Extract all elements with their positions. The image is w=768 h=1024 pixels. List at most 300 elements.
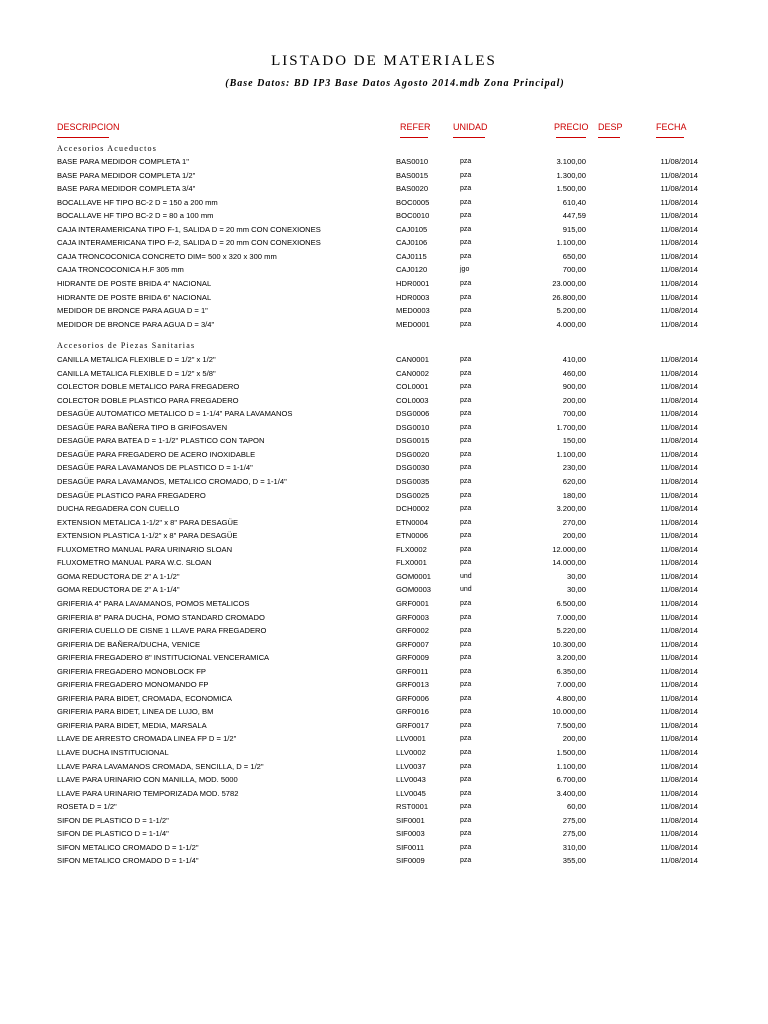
material-date: 11/08/2014 — [660, 653, 698, 663]
material-reference: MED0003 — [396, 306, 430, 316]
material-description: HIDRANTE DE POSTE BRIDA 4" NACIONAL — [57, 278, 212, 288]
table-row — [0, 705, 768, 718]
material-description: BOCALLAVE HF TIPO BC-2 D = 150 a 200 mm — [57, 197, 218, 207]
material-date: 11/08/2014 — [660, 211, 698, 221]
material-unit: pza — [460, 721, 472, 729]
material-reference: GOM0001 — [396, 571, 432, 581]
material-price: 180,00 — [562, 490, 586, 500]
material-price: 4.800,00 — [556, 693, 586, 703]
material-unit: pza — [460, 320, 472, 328]
material-price: 200,00 — [562, 395, 586, 405]
material-description: DESAGÜE PARA FREGADERO DE ACERO INOXIDABLE — [57, 449, 256, 459]
material-price: 915,00 — [562, 224, 586, 234]
material-reference: RST0001 — [396, 802, 429, 812]
material-date: 11/08/2014 — [660, 761, 698, 771]
material-description: GRIFERIA CUELLO DE CISNE 1 LLAVE PARA FREGADERO — [57, 626, 267, 635]
material-description: HIDRANTE DE POSTE BRIDA 6" NACIONAL — [57, 292, 212, 302]
material-date: 11/08/2014 — [660, 251, 698, 261]
material-reference: GRF0009 — [396, 653, 429, 663]
material-price: 6.700,00 — [556, 775, 586, 784]
table-row — [0, 597, 768, 610]
table-row — [0, 787, 768, 800]
material-description: SIFON METALICO CROMADO D = 1-1/2" — [57, 842, 199, 852]
table-row — [0, 746, 768, 759]
material-reference: CAJ0120 — [396, 265, 428, 275]
header-underline — [400, 137, 428, 138]
material-reference: FLX0002 — [396, 544, 427, 554]
material-unit: pza — [460, 212, 472, 220]
material-description: BOCALLAVE HF TIPO BC-2 D = 80 a 100 mm — [57, 211, 214, 221]
table-row — [0, 665, 768, 678]
material-date: 11/08/2014 — [660, 748, 698, 757]
material-description: BASE PARA MEDIDOR COMPLETA 3/4" — [57, 184, 196, 194]
table-row — [0, 543, 768, 556]
table-row — [0, 434, 768, 447]
material-unit: pza — [460, 369, 472, 377]
material-reference: GRF0013 — [396, 680, 429, 690]
material-price: 410,00 — [562, 355, 586, 364]
material-unit: und — [460, 572, 472, 580]
table-row — [0, 760, 768, 773]
material-unit: pza — [460, 627, 472, 634]
table-row — [0, 502, 768, 515]
material-unit: pza — [460, 667, 472, 675]
material-reference: MED0001 — [396, 319, 430, 329]
material-description: COLECTOR DOBLE PLASTICO PARA FREGADERO — [57, 395, 239, 405]
material-date: 11/08/2014 — [660, 829, 698, 839]
material-date: 11/08/2014 — [660, 544, 698, 554]
material-date: 11/08/2014 — [660, 734, 698, 744]
material-unit: pza — [460, 749, 472, 756]
material-reference: BOC0005 — [396, 197, 430, 207]
material-description: GRIFERIA FREGADERO MONOMANDO FP — [57, 680, 209, 690]
material-date: 11/08/2014 — [660, 585, 698, 595]
column-header-label: FECHA — [656, 122, 687, 132]
material-price: 1.500,00 — [556, 748, 586, 757]
header-underline — [57, 137, 109, 138]
material-unit: pza — [460, 843, 472, 851]
section-heading: Accesorios de Piezas Sanitarias — [57, 341, 196, 350]
material-date: 11/08/2014 — [660, 842, 698, 852]
material-date: 11/08/2014 — [660, 598, 698, 608]
material-reference: COL0003 — [396, 395, 429, 405]
material-price: 7.500,00 — [556, 720, 586, 730]
material-unit: pza — [460, 505, 472, 513]
material-unit: pza — [460, 654, 472, 662]
material-unit: pza — [460, 803, 472, 811]
material-unit: pza — [460, 491, 472, 499]
material-date: 11/08/2014 — [660, 409, 698, 419]
material-unit: pza — [460, 356, 472, 363]
material-unit: pza — [460, 410, 472, 418]
material-price: 900,00 — [562, 382, 586, 392]
material-price: 3.400,00 — [556, 788, 586, 798]
material-price: 270,00 — [562, 517, 586, 527]
table-row — [0, 570, 768, 583]
column-header-label: PRECIO — [554, 122, 589, 132]
table-row — [0, 223, 768, 236]
material-unit: pza — [460, 694, 472, 702]
material-description: DESAGÜE PARA LAVAMANOS, METALICO CROMADO, D = 1-1/4" — [57, 476, 287, 486]
material-price: 355,00 — [562, 856, 586, 866]
material-price: 1.300,00 — [556, 170, 586, 180]
material-price: 200,00 — [562, 734, 586, 744]
material-date: 11/08/2014 — [660, 265, 698, 275]
table-row — [0, 196, 768, 209]
material-description: MEDIDOR DE BRONCE PARA AGUA D = 3/4" — [57, 319, 215, 329]
material-price: 60,00 — [566, 802, 586, 812]
material-date: 11/08/2014 — [660, 531, 698, 541]
material-price: 12.000,00 — [552, 544, 586, 554]
material-reference: CAN0002 — [396, 368, 429, 378]
material-date: 11/08/2014 — [660, 422, 698, 432]
material-date: 11/08/2014 — [660, 612, 698, 622]
table-row — [0, 841, 768, 854]
material-reference: GRF0007 — [396, 639, 429, 649]
table-row — [0, 800, 768, 813]
material-description: SIFON METALICO CROMADO D = 1-1/4" — [57, 856, 199, 866]
header-underline — [453, 137, 485, 138]
material-price: 275,00 — [562, 815, 586, 825]
material-unit: pza — [460, 816, 472, 824]
material-description: GRIFERIA 4" PARA LAVAMANOS, POMOS METALICOS — [57, 598, 250, 608]
material-unit: pza — [460, 423, 472, 431]
material-date: 11/08/2014 — [660, 720, 698, 730]
material-description: CANILLA METALICA FLEXIBLE D = 1/2" x 5/8" — [57, 368, 216, 378]
material-date: 11/08/2014 — [660, 571, 698, 581]
material-reference: ETN0004 — [396, 517, 429, 527]
material-price: 3.200,00 — [556, 504, 586, 514]
material-reference: COL0001 — [396, 382, 429, 392]
material-unit: pza — [460, 225, 472, 233]
material-reference: HDR0001 — [396, 278, 430, 288]
material-date: 11/08/2014 — [660, 368, 698, 378]
material-price: 4.000,00 — [556, 319, 586, 329]
material-price: 200,00 — [562, 531, 586, 541]
material-date: 11/08/2014 — [660, 693, 698, 703]
material-unit: pza — [460, 437, 472, 445]
column-header-unidad — [453, 122, 488, 132]
table-row — [0, 318, 768, 331]
material-date: 11/08/2014 — [660, 170, 698, 180]
material-reference: LLV0002 — [396, 748, 426, 757]
table-row — [0, 461, 768, 474]
material-reference: LLV0001 — [396, 734, 426, 744]
table-row — [0, 421, 768, 434]
material-unit: pza — [460, 307, 472, 315]
material-reference: GRF0003 — [396, 612, 429, 622]
material-unit: pza — [460, 613, 472, 621]
material-description: CAJA TRONCOCONICA CONCRETO DIM= 500 x 320 x 300 mm — [57, 251, 277, 261]
material-description: DESAGÜE PLASTICO PARA FREGADERO — [57, 490, 206, 500]
material-date: 11/08/2014 — [660, 626, 698, 635]
material-reference: LLV0043 — [396, 775, 426, 784]
table-row — [0, 678, 768, 691]
material-date: 11/08/2014 — [660, 788, 698, 798]
material-description: FLUXOMETRO MANUAL PARA URINARIO SLOAN — [57, 544, 233, 554]
material-unit: pza — [460, 532, 472, 540]
material-unit: pza — [460, 252, 472, 260]
column-header-refer — [400, 122, 431, 132]
material-reference: BAS0020 — [396, 184, 429, 194]
material-price: 14.000,00 — [552, 558, 586, 568]
material-date: 11/08/2014 — [660, 382, 698, 392]
table-row — [0, 155, 768, 168]
header-underline — [556, 137, 586, 138]
material-date: 11/08/2014 — [660, 856, 698, 866]
material-description: LLAVE PARA URINARIO TEMPORIZADA MOD. 5782 — [57, 788, 239, 798]
material-unit: pza — [460, 477, 472, 485]
column-header-fecha — [656, 122, 687, 132]
material-reference: CAJ0115 — [396, 251, 427, 261]
material-reference: BAS0010 — [396, 157, 429, 166]
material-price: 700,00 — [562, 265, 586, 275]
material-description: GOMA REDUCTORA DE 2" A 1-1/2" — [57, 571, 180, 581]
material-date: 11/08/2014 — [660, 639, 698, 649]
column-header-descripcion — [57, 122, 120, 132]
table-row — [0, 556, 768, 569]
material-unit: pza — [460, 171, 472, 179]
material-price: 6.350,00 — [556, 666, 586, 676]
material-description: CAJA TRONCOCONICA H.F 305 mm — [57, 265, 184, 275]
page-title: LISTADO DE MATERIALES — [271, 53, 497, 69]
material-unit: pza — [460, 735, 472, 743]
table-row — [0, 529, 768, 542]
material-reference: LLV0045 — [396, 788, 426, 798]
material-reference: DCH0002 — [396, 504, 430, 514]
material-reference: CAJ0105 — [396, 224, 428, 234]
table-row — [0, 209, 768, 222]
material-unit: pza — [460, 518, 472, 526]
material-price: 23.000,00 — [552, 278, 586, 288]
table-row — [0, 304, 768, 317]
material-reference: GRF0002 — [396, 626, 429, 635]
material-description: DESAGÜE PARA LAVAMANOS DE PLASTICO D = 1-1/4" — [57, 463, 253, 473]
material-unit: pza — [460, 559, 472, 567]
material-reference: DSG0035 — [396, 476, 430, 486]
table-row — [0, 827, 768, 840]
material-description: CANILLA METALICA FLEXIBLE D = 1/2" x 1/2" — [57, 355, 216, 364]
material-reference: DSG0030 — [396, 463, 430, 473]
material-date: 11/08/2014 — [660, 436, 698, 446]
material-description: DESAGÜE AUTOMATICO METALICO D = 1-1/4" PARA LAVAMANOS — [57, 409, 293, 419]
material-date: 11/08/2014 — [660, 707, 698, 717]
section-heading: Accesorios Acueductos — [57, 144, 158, 153]
material-description: DESAGÜE PARA BATEA D = 1-1/2" PLASTICO CON TAPON — [57, 436, 265, 446]
table-row — [0, 732, 768, 745]
material-reference: GRF0001 — [396, 598, 429, 608]
material-unit: pza — [460, 293, 472, 301]
table-row — [0, 516, 768, 529]
material-price: 1.100,00 — [556, 238, 586, 248]
table-row — [0, 169, 768, 182]
material-description: GRIFERIA DE BAÑERA/DUCHA, VENICE — [57, 639, 201, 649]
table-row — [0, 854, 768, 867]
material-reference: DSG0006 — [396, 409, 430, 419]
table-row — [0, 489, 768, 502]
material-description: GRIFERIA PARA BIDET, LINEA DE LUJO, BM — [57, 707, 214, 717]
material-date: 11/08/2014 — [660, 666, 698, 676]
material-price: 6.500,00 — [556, 598, 586, 608]
material-price: 10.300,00 — [552, 639, 586, 649]
material-date: 11/08/2014 — [660, 238, 698, 248]
table-row — [0, 638, 768, 651]
material-description: BASE PARA MEDIDOR COMPLETA 1/2" — [57, 170, 196, 180]
material-price: 5.200,00 — [556, 306, 586, 316]
table-row — [0, 407, 768, 420]
material-reference: GOM0003 — [396, 585, 432, 595]
table-row — [0, 448, 768, 461]
header-underline — [598, 137, 620, 138]
material-price: 7.000,00 — [556, 680, 586, 690]
table-row — [0, 277, 768, 290]
table-row — [0, 367, 768, 380]
material-description: SIFON DE PLASTICO D = 1-1/4" — [57, 829, 169, 839]
material-description: EXTENSION METALICA 1-1/2" x 8" PARA DESAGÜE — [57, 517, 239, 527]
material-price: 3.100,00 — [556, 157, 586, 166]
table-row — [0, 475, 768, 488]
table-row — [0, 624, 768, 637]
material-price: 700,00 — [562, 409, 586, 419]
material-date: 11/08/2014 — [660, 680, 698, 690]
material-description: GRIFERIA PARA BIDET, CROMADA, ECONOMICA — [57, 693, 232, 703]
material-unit: pza — [460, 239, 472, 247]
material-price: 5.220,00 — [556, 626, 586, 635]
material-reference: CAN0001 — [396, 355, 429, 364]
material-description: LLAVE DE ARRESTO CROMADA LINEA FP D = 1/2" — [57, 734, 237, 744]
material-price: 1.100,00 — [556, 761, 586, 771]
header-underline — [656, 137, 684, 138]
material-unit: pza — [460, 857, 472, 865]
material-price: 650,00 — [562, 251, 586, 261]
material-price: 1.500,00 — [556, 184, 586, 194]
table-row — [0, 182, 768, 195]
material-price: 30,00 — [566, 571, 586, 581]
material-reference: GRF0011 — [396, 666, 429, 676]
material-price: 230,00 — [562, 463, 586, 473]
material-reference: LLV0037 — [396, 761, 426, 771]
material-unit: pza — [460, 776, 472, 783]
material-price: 30,00 — [566, 585, 586, 595]
material-date: 11/08/2014 — [660, 449, 698, 459]
material-description: GOMA REDUCTORA DE 2" A 1-1/4" — [57, 585, 180, 595]
material-date: 11/08/2014 — [660, 157, 698, 166]
database-subtitle: (Base Datos: BD IP3 Base Datos Agosto 2014.mdb Zona Principal) — [225, 78, 565, 89]
material-price: 447,59 — [562, 211, 586, 221]
table-row — [0, 353, 768, 366]
material-price: 610,40 — [562, 197, 586, 207]
material-unit: pza — [460, 158, 472, 165]
material-unit: pza — [460, 450, 472, 458]
table-row — [0, 236, 768, 249]
material-unit: pza — [460, 198, 472, 206]
column-header-label: REFER — [400, 122, 431, 132]
material-reference: SIF0001 — [396, 815, 425, 825]
material-description: SIFON DE PLASTICO D = 1-1/2" — [57, 815, 169, 825]
material-description: CAJA INTERAMERICANA TIPO F-1, SALIDA D = 20 mm CON CONEXIONES — [57, 224, 321, 234]
material-unit: pza — [460, 789, 472, 797]
table-row — [0, 583, 768, 596]
table-row — [0, 651, 768, 664]
table-row — [0, 380, 768, 393]
material-reference: DSG0015 — [396, 436, 430, 446]
material-date: 11/08/2014 — [660, 490, 698, 500]
material-description: DUCHA REGADERA CON CUELLO — [57, 504, 180, 514]
material-description: GRIFERIA PARA BIDET, MEDIA, MARSALA — [57, 720, 207, 730]
table-row — [0, 692, 768, 705]
column-header-precio — [554, 122, 589, 132]
material-date: 11/08/2014 — [660, 306, 698, 316]
material-price: 26.800,00 — [552, 292, 586, 302]
material-description: LLAVE PARA LAVAMANOS CROMADA, SENCILLA, D = 1/2" — [57, 761, 264, 771]
material-reference: SIF0011 — [396, 842, 425, 852]
material-price: 150,00 — [562, 436, 586, 446]
material-price: 3.200,00 — [556, 653, 586, 663]
material-unit: pza — [460, 681, 472, 689]
material-unit: pza — [460, 464, 472, 472]
material-price: 310,00 — [562, 842, 586, 852]
material-description: GRIFERIA FREGADERO 8" INSTITUCIONAL VENCERAMICA — [57, 653, 270, 663]
material-unit: pza — [460, 185, 472, 193]
material-reference: GRF0016 — [396, 707, 429, 717]
table-row — [0, 263, 768, 276]
material-description: LLAVE DUCHA INSTITUCIONAL — [57, 748, 169, 757]
material-reference: BOC0010 — [396, 211, 430, 221]
material-date: 11/08/2014 — [660, 355, 698, 364]
material-unit: und — [460, 586, 472, 594]
material-description: COLECTOR DOBLE METALICO PARA FREGADERO — [57, 382, 240, 392]
table-row — [0, 719, 768, 732]
material-date: 11/08/2014 — [660, 395, 698, 405]
table-row — [0, 773, 768, 786]
column-header-label: DESP — [598, 122, 623, 132]
material-date: 11/08/2014 — [660, 504, 698, 514]
column-header-desp — [598, 122, 623, 132]
column-header-label: DESCRIPCION — [57, 122, 120, 132]
table-row — [0, 611, 768, 624]
material-description: DESAGÜE PARA BAÑERA TIPO B GRIFOSAVEN — [57, 422, 228, 432]
material-unit: pza — [460, 545, 472, 553]
material-date: 11/08/2014 — [660, 278, 698, 288]
material-unit: jgo — [460, 266, 470, 274]
material-date: 11/08/2014 — [660, 476, 698, 486]
material-unit: pza — [460, 383, 472, 391]
material-unit: pza — [460, 599, 472, 607]
material-unit: pza — [460, 830, 472, 838]
material-unit: pza — [460, 396, 472, 404]
material-reference: GRF0017 — [396, 720, 429, 730]
material-price: 460,00 — [562, 368, 586, 378]
material-date: 11/08/2014 — [660, 558, 698, 568]
material-description: FLUXOMETRO MANUAL PARA W.C. SLOAN — [57, 558, 212, 568]
material-reference: DSG0025 — [396, 490, 430, 500]
material-unit: pza — [460, 640, 472, 648]
material-price: 1.100,00 — [556, 449, 586, 459]
material-reference: HDR0003 — [396, 292, 430, 302]
column-header-label: UNIDAD — [453, 122, 488, 132]
material-description: CAJA INTERAMERICANA TIPO F-2, SALIDA D = 20 mm CON CONEXIONES — [57, 238, 321, 248]
material-reference: ETN0006 — [396, 531, 429, 541]
material-date: 11/08/2014 — [660, 463, 698, 473]
material-price: 620,00 — [562, 476, 586, 486]
material-date: 11/08/2014 — [660, 319, 698, 329]
material-unit: pza — [460, 708, 472, 716]
material-reference: GRF0006 — [396, 693, 429, 703]
material-date: 11/08/2014 — [660, 292, 698, 302]
material-reference: DSG0010 — [396, 422, 430, 432]
material-reference: BAS0015 — [396, 170, 429, 180]
material-price: 1.700,00 — [556, 422, 586, 432]
